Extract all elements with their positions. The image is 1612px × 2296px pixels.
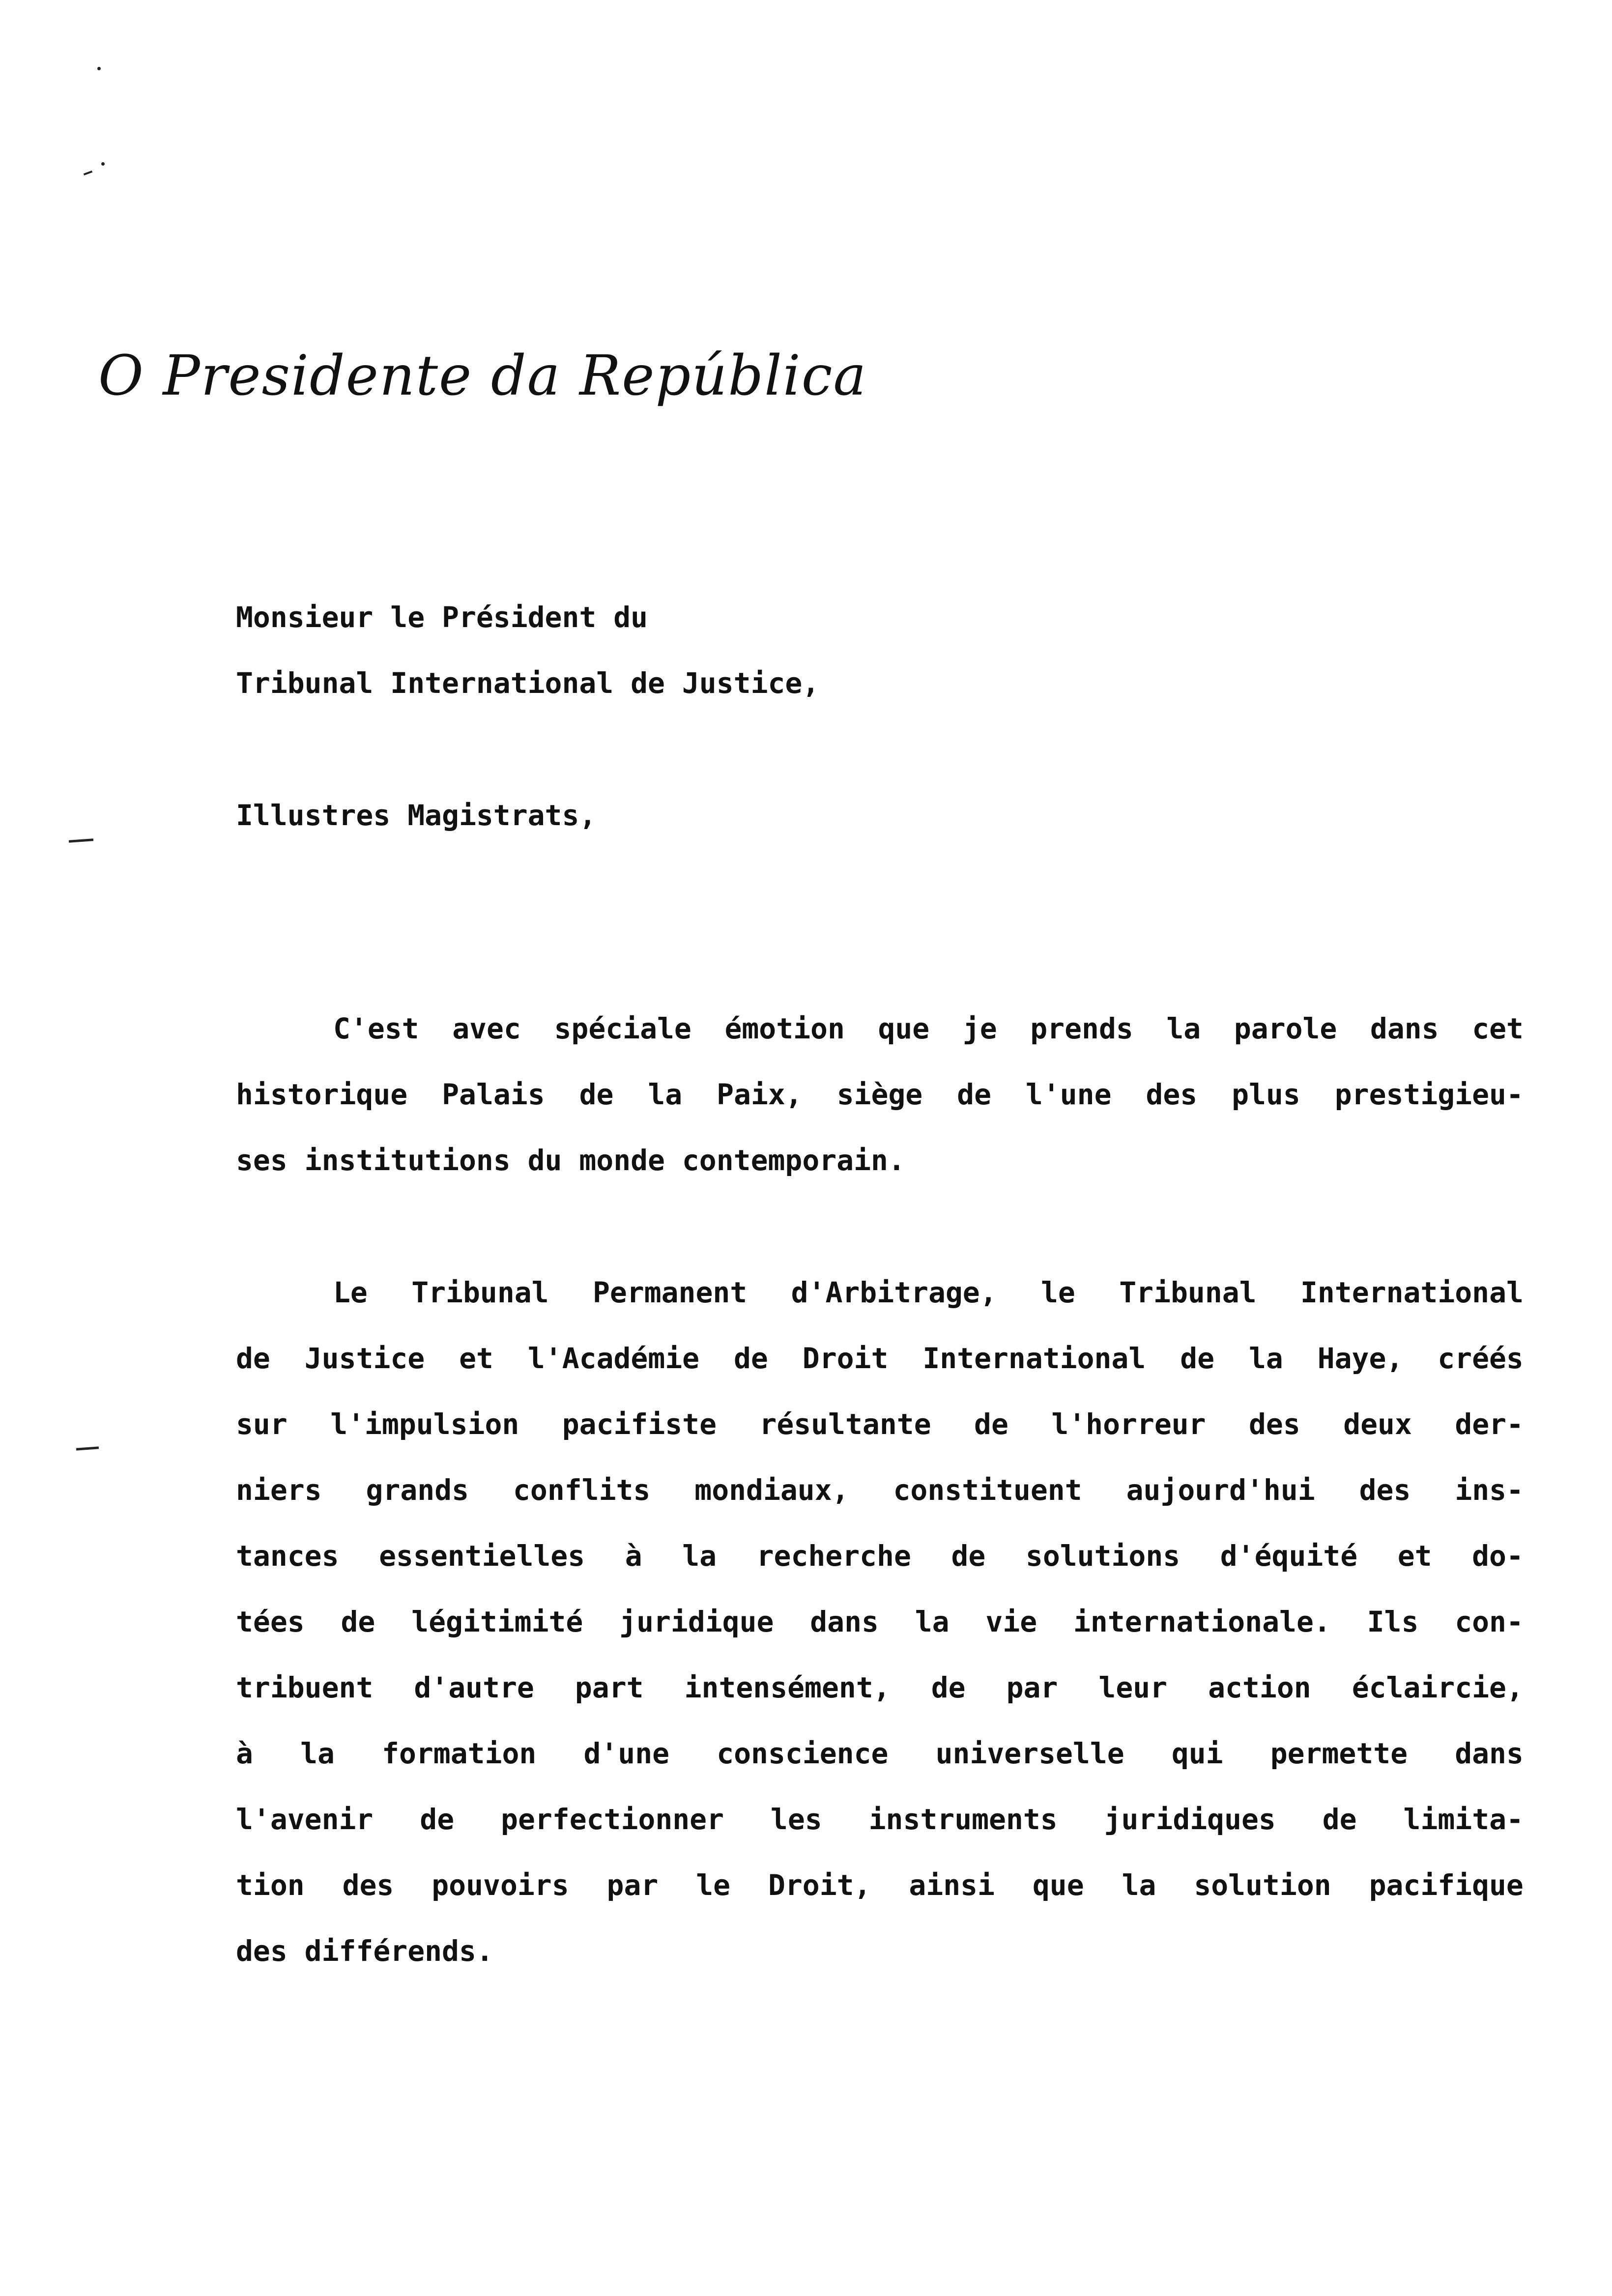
- word: vie: [985, 1605, 1037, 1638]
- word: Palais: [442, 1078, 545, 1111]
- word: par: [606, 1868, 659, 1902]
- word: d'autre: [414, 1671, 534, 1704]
- word: der-: [1455, 1407, 1524, 1441]
- address-line-1: Monsieur le Président du: [236, 601, 648, 634]
- word: conscience: [717, 1737, 889, 1770]
- word: tées: [236, 1605, 305, 1638]
- word: la: [648, 1078, 683, 1111]
- word: tion: [236, 1868, 305, 1902]
- word: la: [682, 1539, 717, 1573]
- word: avec: [452, 1012, 521, 1045]
- word: perfectionner: [501, 1803, 724, 1836]
- text-line: [236, 1457, 1524, 1523]
- word: pacifiste: [562, 1407, 717, 1441]
- address-line-2: Tribunal International de Justice,: [236, 666, 820, 700]
- word: pacifique: [1369, 1868, 1524, 1902]
- word: Haye,: [1317, 1342, 1404, 1375]
- word: Tribunal: [1119, 1276, 1257, 1309]
- text-line: [236, 1260, 1524, 1325]
- word: le: [696, 1868, 731, 1902]
- salutation: Illustres Magistrats,: [236, 799, 597, 832]
- word: de: [1322, 1803, 1357, 1836]
- word: de: [420, 1803, 455, 1836]
- word: l'avenir: [236, 1803, 374, 1836]
- word: limita-: [1403, 1803, 1524, 1836]
- word: d'équité: [1220, 1539, 1358, 1573]
- word: prestigieu-: [1334, 1078, 1524, 1111]
- word: Le: [333, 1276, 368, 1309]
- word: l'horreur: [1051, 1407, 1206, 1441]
- word: do-: [1472, 1539, 1524, 1573]
- text-line: [236, 1589, 1524, 1655]
- word: résultante: [759, 1407, 931, 1441]
- word: la: [915, 1605, 950, 1638]
- word: de: [734, 1342, 768, 1375]
- word: qui: [1171, 1737, 1223, 1770]
- word: niers: [236, 1473, 322, 1507]
- word: la: [1166, 1012, 1201, 1045]
- word: siège: [836, 1078, 923, 1111]
- text-line: [236, 1655, 1524, 1721]
- word: je: [962, 1012, 997, 1045]
- word: essentielles: [379, 1539, 585, 1573]
- word: universelle: [935, 1737, 1124, 1770]
- word: des: [1249, 1407, 1300, 1441]
- word: d'une: [583, 1737, 670, 1770]
- word: la: [1122, 1868, 1156, 1902]
- word: de: [579, 1078, 614, 1111]
- word: l'Académie: [527, 1342, 700, 1375]
- word: pouvoirs: [432, 1868, 569, 1902]
- word: de: [236, 1342, 270, 1375]
- word: leur: [1098, 1671, 1168, 1704]
- word: des: [342, 1868, 394, 1902]
- word: Droit: [802, 1342, 889, 1375]
- paragraph-2: [236, 1260, 1524, 1984]
- text-line: [236, 1062, 1524, 1127]
- word: Permanent: [592, 1276, 748, 1309]
- paragraph-1: [236, 996, 1524, 1193]
- word: solution: [1194, 1868, 1331, 1902]
- word: de: [1180, 1342, 1215, 1375]
- word: intensément,: [684, 1671, 891, 1704]
- word: et: [459, 1342, 493, 1375]
- word: que: [878, 1012, 930, 1045]
- word: d'Arbitrage,: [791, 1276, 997, 1309]
- word: ainsi: [909, 1868, 995, 1902]
- word: légitimité: [411, 1605, 583, 1638]
- word: Droit,: [768, 1868, 871, 1902]
- margin-mark: [84, 171, 92, 175]
- word: de: [931, 1671, 966, 1704]
- text-line: [236, 996, 1524, 1062]
- word: par: [1006, 1671, 1058, 1704]
- word: tances: [236, 1539, 339, 1573]
- word: les: [770, 1803, 822, 1836]
- word: des: [1359, 1473, 1411, 1507]
- word: tribuent: [236, 1671, 374, 1704]
- word: Ils: [1367, 1605, 1419, 1638]
- word: Tribunal: [411, 1276, 549, 1309]
- text-line: [236, 1523, 1524, 1589]
- letterhead-title: O Presidente da República: [98, 344, 867, 408]
- word: historique: [236, 1078, 408, 1111]
- word: et: [1397, 1539, 1432, 1573]
- word: solutions: [1025, 1539, 1180, 1573]
- word: International: [1300, 1276, 1524, 1309]
- word: parole: [1234, 1012, 1337, 1045]
- word: juridique: [619, 1605, 774, 1638]
- word: C'est: [333, 1012, 419, 1045]
- word: aujourd'hui: [1126, 1473, 1315, 1507]
- word: conflits: [513, 1473, 651, 1507]
- margin-mark: [101, 162, 105, 166]
- word: Paix,: [717, 1078, 803, 1111]
- word: dans: [1455, 1737, 1524, 1770]
- word: permette: [1270, 1737, 1408, 1770]
- word: créés: [1438, 1342, 1524, 1375]
- word: cet: [1472, 1012, 1524, 1045]
- margin-mark: [69, 838, 93, 842]
- word: à: [236, 1737, 253, 1770]
- margin-mark: [76, 1446, 99, 1450]
- word: plus: [1232, 1078, 1300, 1111]
- word: internationale.: [1073, 1605, 1331, 1638]
- text-line: [236, 1786, 1524, 1852]
- word: émotion: [724, 1012, 845, 1045]
- word: la: [1248, 1342, 1283, 1375]
- word: l'une: [1025, 1078, 1112, 1111]
- word: éclaircie,: [1352, 1671, 1524, 1704]
- word: Justice: [304, 1342, 425, 1375]
- word: mondiaux,: [694, 1473, 849, 1507]
- word: deux: [1343, 1407, 1412, 1441]
- text-line: [236, 1325, 1524, 1391]
- word: à: [625, 1539, 642, 1573]
- word: recherche: [756, 1539, 911, 1573]
- word: formation: [382, 1737, 537, 1770]
- text-line: ses institutions du monde contemporain.: [236, 1144, 905, 1177]
- word: grands: [366, 1473, 469, 1507]
- word: de: [974, 1407, 1008, 1441]
- word: que: [1032, 1868, 1084, 1902]
- word: l'impulsion: [330, 1407, 519, 1441]
- word: de: [957, 1078, 991, 1111]
- word: le: [1041, 1276, 1075, 1309]
- text-line: [236, 1852, 1524, 1918]
- word: action: [1208, 1671, 1311, 1704]
- margin-mark: [97, 67, 101, 70]
- word: dans: [1370, 1012, 1439, 1045]
- word: part: [575, 1671, 644, 1704]
- word: de: [341, 1605, 375, 1638]
- word: la: [300, 1737, 335, 1770]
- text-line: [236, 1721, 1524, 1786]
- word: instruments: [868, 1803, 1058, 1836]
- word: juridiques: [1104, 1803, 1276, 1836]
- word: des: [1146, 1078, 1198, 1111]
- word: de: [951, 1539, 986, 1573]
- word: con-: [1455, 1605, 1524, 1638]
- word: spéciale: [554, 1012, 691, 1045]
- text-line: [236, 1391, 1524, 1457]
- word: constituent: [893, 1473, 1082, 1507]
- word: sur: [236, 1407, 288, 1441]
- word: International: [922, 1342, 1146, 1375]
- word: dans: [810, 1605, 879, 1638]
- word: prends: [1030, 1012, 1133, 1045]
- text-line: des différends.: [236, 1934, 493, 1968]
- word: ins-: [1455, 1473, 1524, 1507]
